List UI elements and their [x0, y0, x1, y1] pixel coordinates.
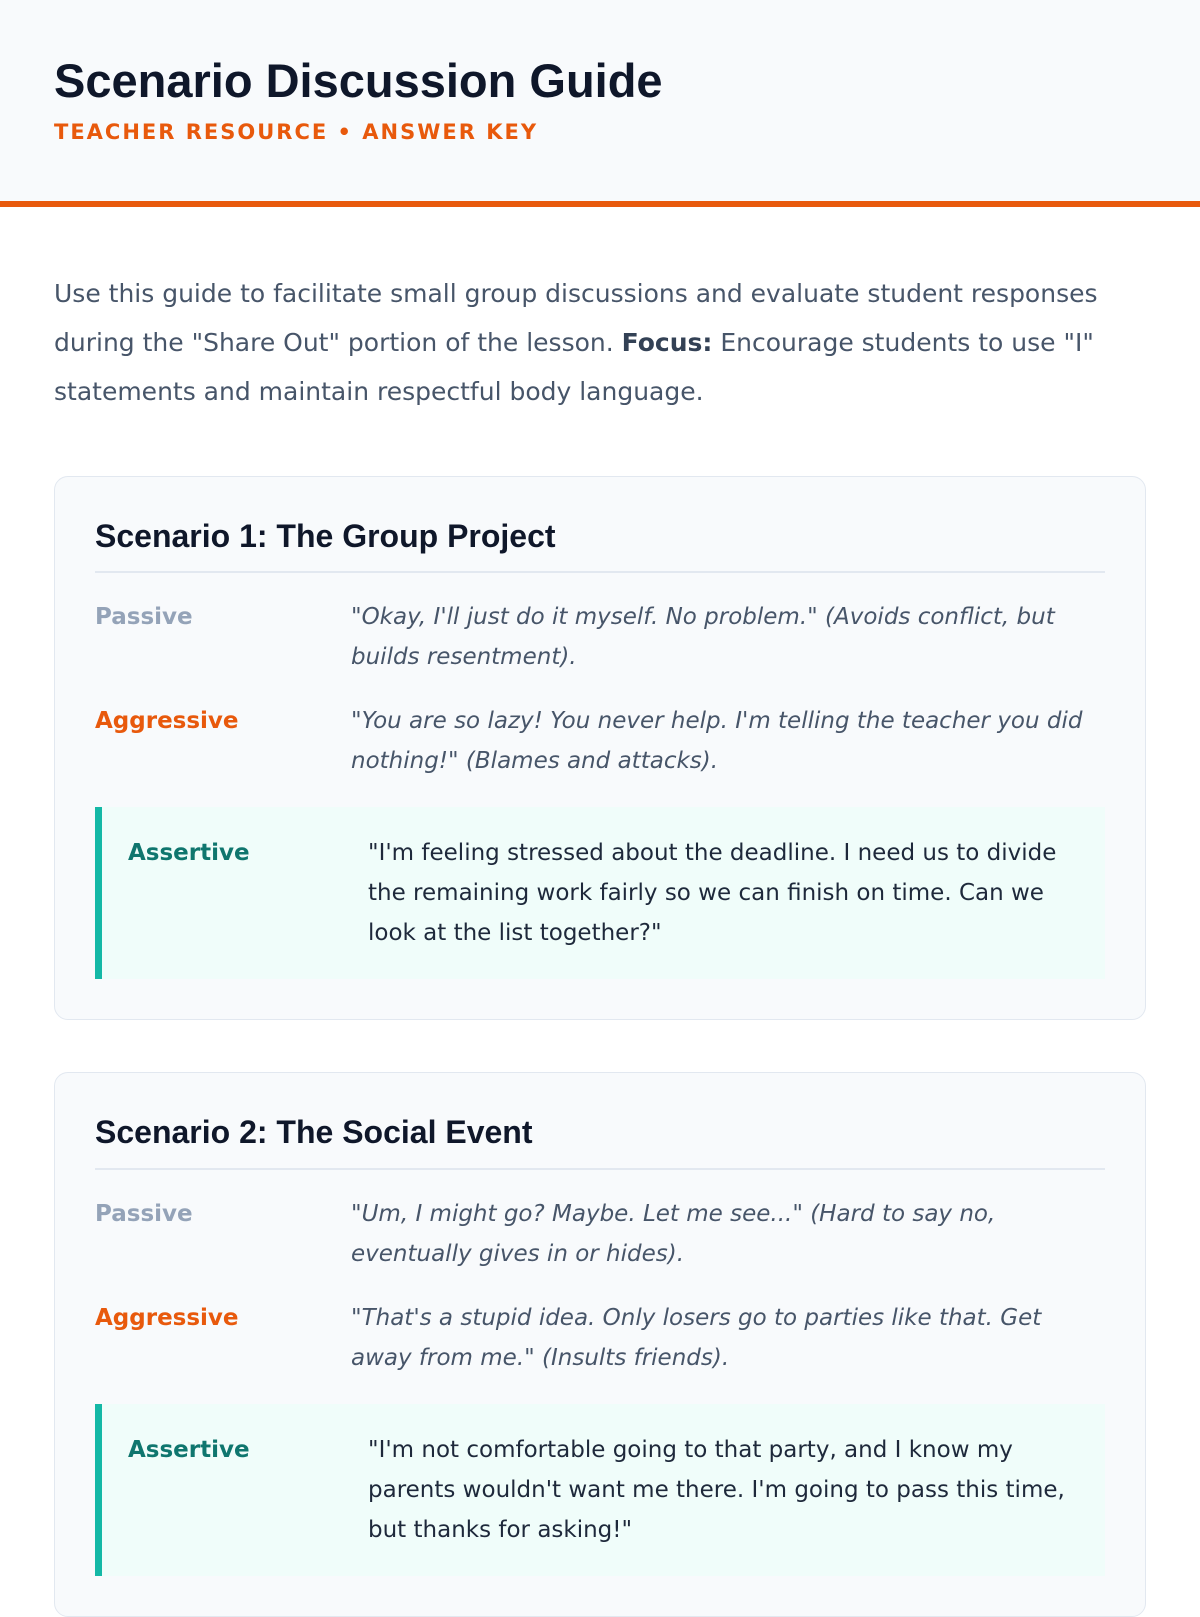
scenario-title: Scenario 2: The Social Event — [95, 1113, 1105, 1169]
aggressive-label: Aggressive — [95, 708, 239, 735]
aggressive-row — [95, 701, 1105, 781]
aggressive-row — [95, 1298, 1105, 1378]
passive-text: "Okay, I'll just do it myself. No problem." (Avoids conflict, but builds resentment). — [351, 604, 1055, 671]
aggressive-label: Aggressive — [95, 1304, 239, 1331]
intro-text-after: Encourage students to use "I" statements and maintain respectful body language. — [54, 328, 1094, 406]
intro-text-before: Use this guide to facilitate small group discussions and evaluate student responses during the "Share Out" portion of the lesson. — [54, 279, 1098, 357]
assertive-text: "I'm not comfortable going to that party, and I know my parents wouldn't want me there. I'm going to pass this time, but thanks for asking!" — [368, 1436, 1065, 1543]
passive-label: Passive — [95, 1200, 193, 1227]
assertive-label: Assertive — [128, 1436, 250, 1463]
passive-row — [95, 1194, 1105, 1274]
intro-focus-label: Focus: — [621, 328, 713, 357]
assertive-label: Assertive — [128, 840, 250, 867]
assertive-row — [95, 807, 1105, 979]
passive-text: "Um, I might go? Maybe. Let me see..." (Hard to say no, eventually gives in or hides). — [351, 1200, 996, 1267]
assertive-row — [95, 1404, 1105, 1576]
scenario-card — [54, 476, 1146, 1020]
passive-row — [95, 597, 1105, 677]
scenario-title: Scenario 1: The Group Project — [95, 517, 1105, 573]
assertive-text: "I'm feeling stressed about the deadline. I need us to divide the remaining work fairly so we can finish on time. Can we look at the list together?" — [368, 840, 1057, 947]
page-title: Scenario Discussion Guide — [54, 54, 663, 107]
intro-paragraph — [54, 269, 1146, 416]
aggressive-text: "You are so lazy! You never help. I'm telling the teacher you did nothing!" (Blames and attacks). — [351, 708, 1083, 775]
page-subtitle: TEACHER RESOURCE • ANSWER KEY — [54, 120, 539, 145]
page-header — [0, 0, 1200, 207]
scenario-card — [54, 1072, 1146, 1616]
passive-label: Passive — [95, 604, 193, 631]
aggressive-text: "That's a stupid idea. Only losers go to parties like that. Get away from me." (Insults friends). — [351, 1304, 1042, 1371]
